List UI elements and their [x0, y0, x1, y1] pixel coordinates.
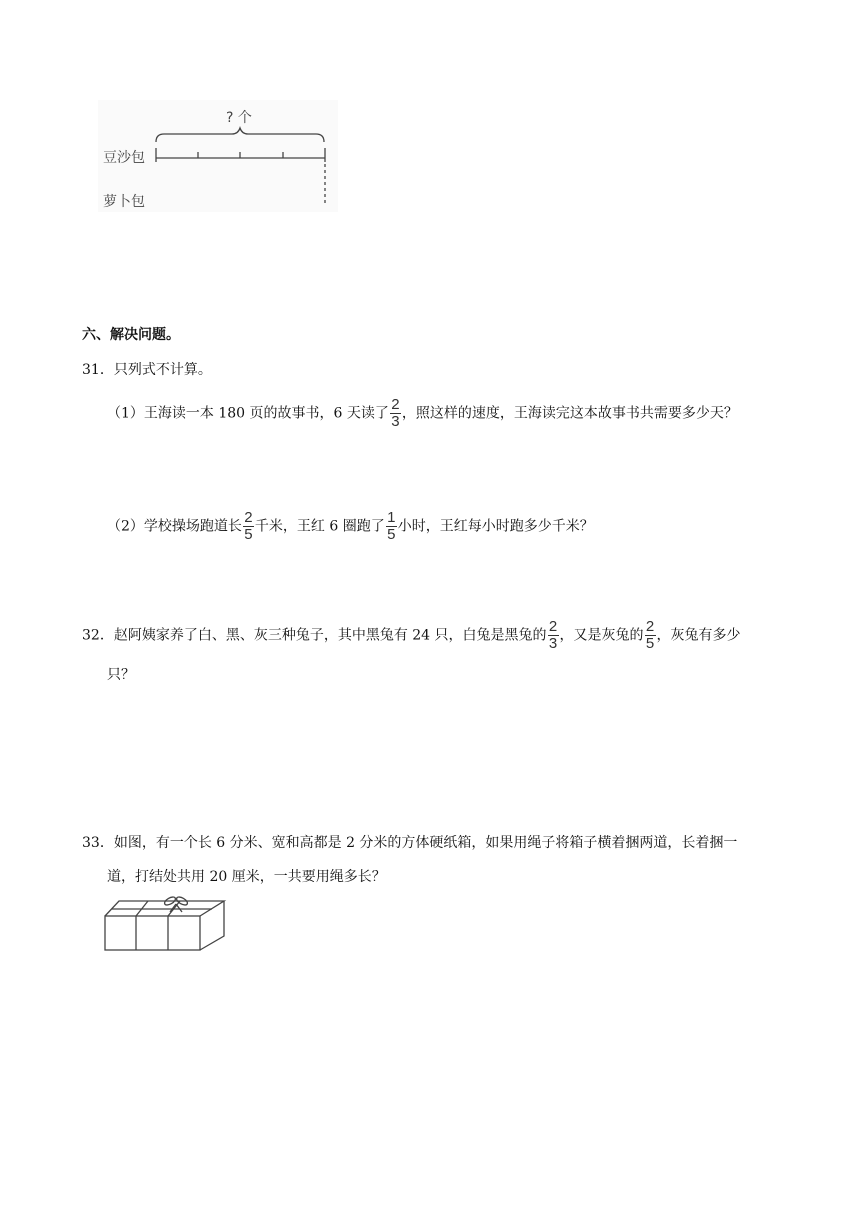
section-title: 六、解决问题。 [82, 327, 180, 343]
q31-part2: （2）学校操场跑道长 $\frac{2}{5}$ 千米，王红 6 圈跑了 $\frac{1}{5}$ 小时，王红每小时跑多少千米？ [107, 509, 594, 543]
q33-line2: 道，打结处共用 20 厘米，一共要用绳多长？ [107, 869, 386, 885]
q31-stem: 31．只列式不计算。 [82, 362, 212, 378]
fraction: $\frac{2}{5}$ [244, 509, 253, 543]
diagram-row2-label: 萝卜包 [103, 194, 145, 210]
fraction: $\frac{2}{3}$ [391, 396, 400, 430]
fraction: $\frac{2}{5}$ [645, 618, 655, 652]
bracket-diagram [98, 100, 338, 212]
fraction: $\frac{2}{3}$ [548, 618, 558, 652]
diagram-row1-label: 豆沙包 [103, 150, 145, 166]
q32-line2: 只？ [107, 667, 135, 683]
q31-part1: （1）王海读一本 180 页的故事书，6 天读了 $\frac{2}{3}$ ，照这样的速度，王海读完这本故事书共需要多少天？ [107, 396, 738, 430]
q32-line1: 32．赵阿姨家养了白、黑、灰三种兔子，其中黑兔有 24 只，白兔是黑兔的 $\frac{2}{3}$ ，又是灰兔的 $\frac{2}{5}$ ，灰兔有多少 [82, 618, 741, 652]
q33-line1: 33．如图，有一个长 6 分米、宽和高都是 2 分米的方体硬纸箱，如果用绳子将箱子横着捆两道，长着捆一 [82, 835, 738, 851]
box-diagram [100, 892, 230, 956]
diagram-question-label: ? 个 [226, 110, 252, 126]
fraction: $\frac{1}{5}$ [387, 509, 396, 543]
